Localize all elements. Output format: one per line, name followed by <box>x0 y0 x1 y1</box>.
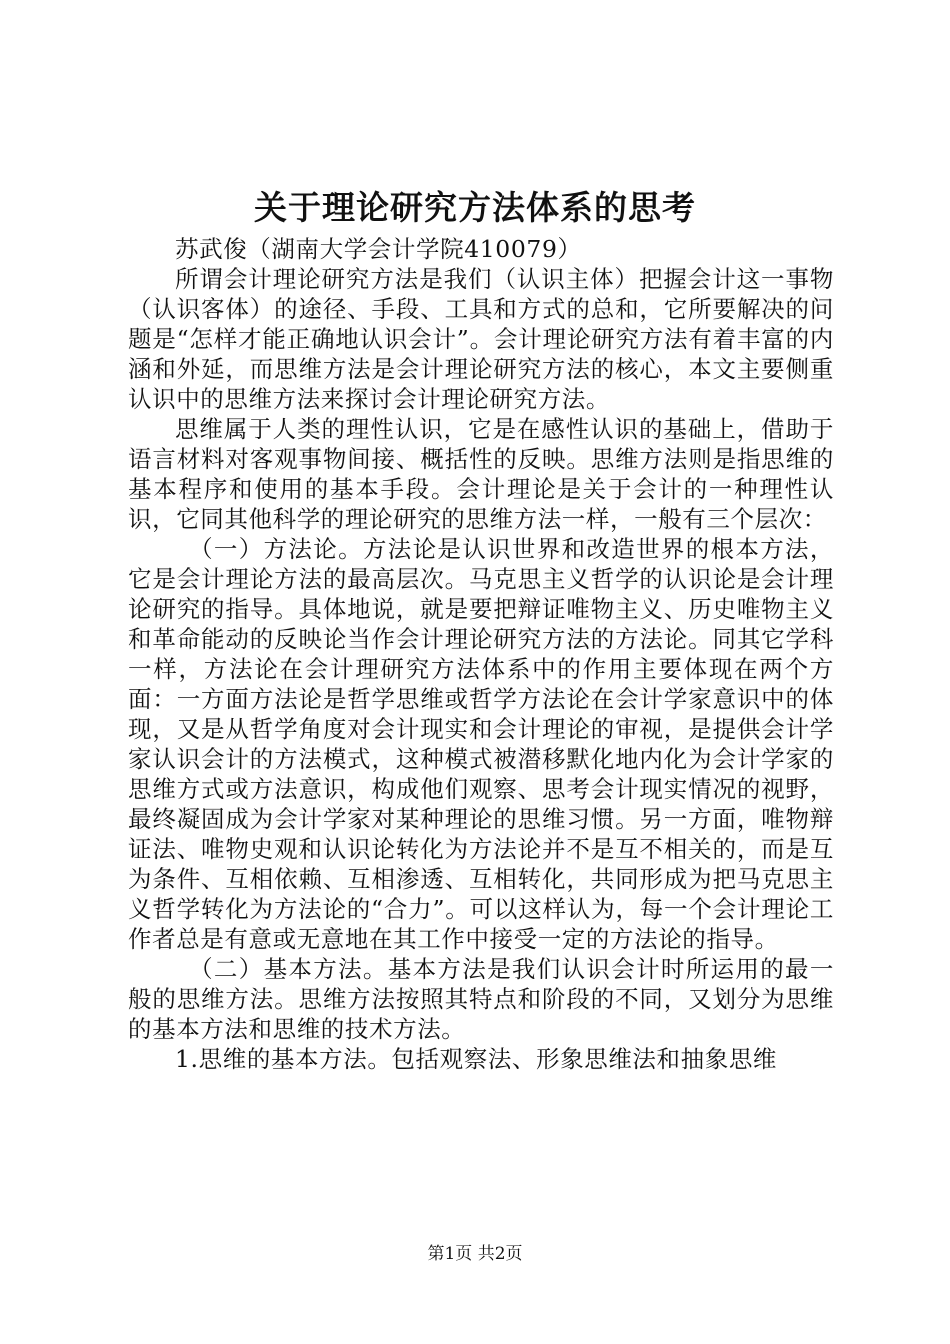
paragraph-methodology: （一）方法论。方法论是认识世界和改造世界的根本方法，它是会计理论方法的最高层次。马克思主义哲学的认识论是会计理论研究的指导。具体地说，就是要把辩证唯物主义、历史唯物主义和革命能动的反映论当作会计理论研究方法的方法论。同其它学科一样，方法论在会计理研究方法体系中的作用主要体现在两个方面：一方面方法论是哲学思维或哲学方法论在会计学家意识中的体现，又是从哲学角度对会计现实和会计理论的审视，是提供会计学家认识会计的方法模式，这种模式被潜移默化地内化为会计学家的思维方式或方法意识，构成他们观察、思考会计现实情况的视野，最终凝固成为会计学家对某种理论的思维习惯。另一方面，唯物辩证法、唯物史观和认识论转化为方法论并不是互不相关的，而是互为条件、互相依赖、互相渗透、互相转化，共同形成为把马克思主义哲学转化为方法论的“合力”。可以这样认为，每一个会计理论工作者总是有意或无意地在其工作中接受一定的方法论的指导。 <box>128 535 834 953</box>
document-body <box>128 234 834 1074</box>
page-footer: 第1页 共2页 <box>427 1244 523 1264</box>
paragraph-basic-methods: （二）基本方法。基本方法是我们认识会计时所运用的最一般的思维方法。思维方法按照其特点和阶段的不同，又划分为思维的基本方法和思维的技术方法。 <box>128 955 834 1043</box>
paragraph-thinking: 思维属于人类的理性认识，它是在感性认识的基础上，借助于语言材料对客观事物间接、概括性的反映。思维方法则是指思维的基本程序和使用的基本手段。会计理论是关于会计的一种理性认识，它同其他科学的理论研究的思维方法一样，一般有三个层次： <box>128 415 834 533</box>
paragraph-intro: 所谓会计理论研究方法是我们（认识主体）把握会计这一事物（认识客体）的途径、手段、工具和方式的总和，它所要解决的问题是“怎样才能正确地认识会计”。会计理论研究方法有着丰富的内涵和外延，而思维方法是会计理论研究方法的核心，本文主要侧重认识中的思维方法来探讨会计理论研究方法。 <box>128 265 834 413</box>
author-line: 苏武俊（湖南大学会计学院410079） <box>175 235 582 263</box>
document-title: 关于理论研究方法体系的思考 <box>254 188 696 227</box>
paragraph-basic-thinking: 1.思维的基本方法。包括观察法、形象思维法和抽象思维 <box>175 1045 778 1073</box>
